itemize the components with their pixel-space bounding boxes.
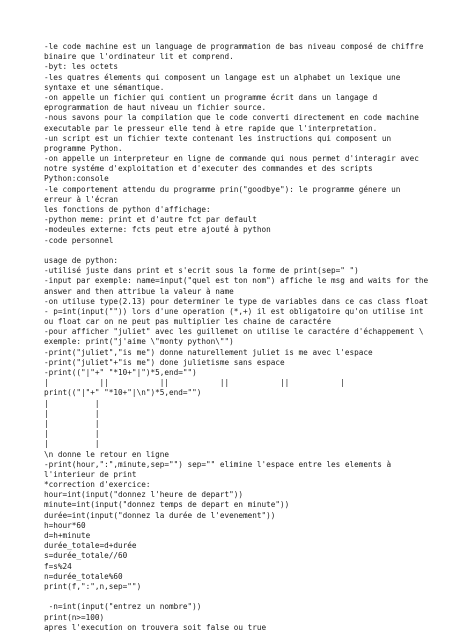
text-line: exemple: print("j'aime \"monty python\"") bbox=[44, 337, 234, 347]
text-line: -modeules externe: fcts peut etre ajouté à python bbox=[44, 225, 271, 235]
text-line: - p=int(input("")) lors d'une operation (*,+) il est obligatoire qu'on utilise int bbox=[44, 306, 424, 316]
text-line: -print(("|"+" "*10+"|")*5,end="") bbox=[44, 368, 197, 377]
text-line: | | bbox=[44, 439, 100, 449]
text-line: l'interieur de print bbox=[44, 469, 137, 479]
text-line: -les quatres élements qui composent un langage est un alphabet un lexique une bbox=[44, 72, 401, 82]
text-line: -on appelle un interpreteur en ligne de commande qui nous permet d'interagir avec bbox=[44, 154, 419, 164]
text-line: ou float car on ne peut pas multiplier les chaine de caractére bbox=[44, 317, 331, 327]
text-line: -python meme: print et d'autre fct par default bbox=[44, 215, 257, 225]
text-line: answer and then attribue la valeur à name bbox=[44, 286, 234, 296]
text-line bbox=[44, 592, 464, 602]
text-line: -print(hour,":",minute,sep="") sep="" elimine l'espace entre les elements à bbox=[44, 459, 392, 469]
text-line: -utilisé juste dans print et s'ecrit sous la forme de print(sep=" ") bbox=[44, 266, 359, 276]
text-line: programme Python. bbox=[44, 143, 123, 153]
text-line: durée=int(input("donnez la durée de l'evenement")) bbox=[44, 510, 276, 520]
text-line: minute=int(input("donnez temps de depart en minute")) bbox=[44, 500, 290, 510]
text-line: print(f,":",n,sep="") bbox=[44, 581, 142, 591]
text-line: -code personnel bbox=[44, 235, 114, 245]
text-line: usage de python: bbox=[44, 255, 119, 265]
text-line: durée_totale=d+durée bbox=[44, 541, 137, 551]
text-line: erreur à l'écran bbox=[44, 194, 119, 204]
text-line: -le code machine est un language de programmation de bas niveau composé de chiffre bbox=[44, 42, 424, 51]
text-line: apres l'execution on trouvera soit false ou true bbox=[44, 622, 267, 632]
text-line: -on utiluse type(2.13) pour determiner le type de variables dans ce cas class float bbox=[44, 296, 429, 306]
text-line: s=durée_totale//60 bbox=[44, 551, 128, 561]
text-line: print(n>=100) bbox=[44, 612, 105, 622]
text-line: h=hour*60 bbox=[44, 520, 86, 530]
text-line: \n donne le retour en ligne bbox=[44, 449, 169, 459]
document-body bbox=[44, 42, 464, 633]
text-line: les fonctions de python d'affichage: bbox=[44, 205, 211, 214]
text-line: eprogrammation de haut niveau un fichier source. bbox=[44, 103, 267, 113]
text-line: | | bbox=[44, 429, 100, 439]
text-line: -pour afficher "juliet" avec les guillemet on utilise le caractére d'échappement \ bbox=[44, 327, 424, 337]
text-line: -print("juliet"+"is me") done julietisme sans espace bbox=[44, 357, 285, 367]
text-line: -input par exemple: name=input("quel est ton nom") affiche le msg and waits for the bbox=[44, 276, 429, 286]
text-line: | || || || || | bbox=[44, 378, 345, 388]
text-line: -nous savons pour la compilation que le code converti directement en code machine bbox=[44, 113, 419, 123]
text-line: | | bbox=[44, 418, 100, 428]
text-line: *correction d'exercice: bbox=[44, 480, 151, 490]
text-line: -un script est un fichier texte contenant les instructions qui composent un bbox=[44, 133, 392, 143]
text-line: -n=int(input("entrez un nombre")) bbox=[44, 602, 202, 612]
text-line: hour=int(input("donnez l'heure de depart")) bbox=[44, 490, 244, 500]
text-line: print(("|"+" "*10+"|\n")*5,end="") bbox=[44, 388, 202, 398]
text-line: -byt: les octets bbox=[44, 62, 119, 72]
text-line bbox=[44, 246, 464, 256]
text-line: executable par le presseur elle tend à etre rapide que l'interpretation. bbox=[44, 123, 378, 133]
text-line: d=h+minute bbox=[44, 531, 91, 540]
text-line: | | bbox=[44, 398, 100, 408]
text-line: | | bbox=[44, 408, 100, 418]
text-line: f=s%24 bbox=[44, 561, 72, 571]
text-line: n=durée_totale%60 bbox=[44, 571, 123, 581]
text-line: Python:console bbox=[44, 174, 109, 184]
text-line: syntaxe et une sémantique. bbox=[44, 82, 165, 92]
text-line: notre systéme d'exploitation et d'executer des commandes et des scripts bbox=[44, 164, 373, 174]
text-line: -print("juliet","is me") donne naturellement juliet is me avec l'espace bbox=[44, 347, 373, 357]
text-line: -le comportement attendu du programme prin("goodbye"): le programme génere un bbox=[44, 184, 401, 194]
text-line: -on appelle un fichier qui contient un programme écrit dans un langage d bbox=[44, 92, 378, 102]
text-line: binaire que l'ordinateur lit et comprend. bbox=[44, 52, 234, 62]
